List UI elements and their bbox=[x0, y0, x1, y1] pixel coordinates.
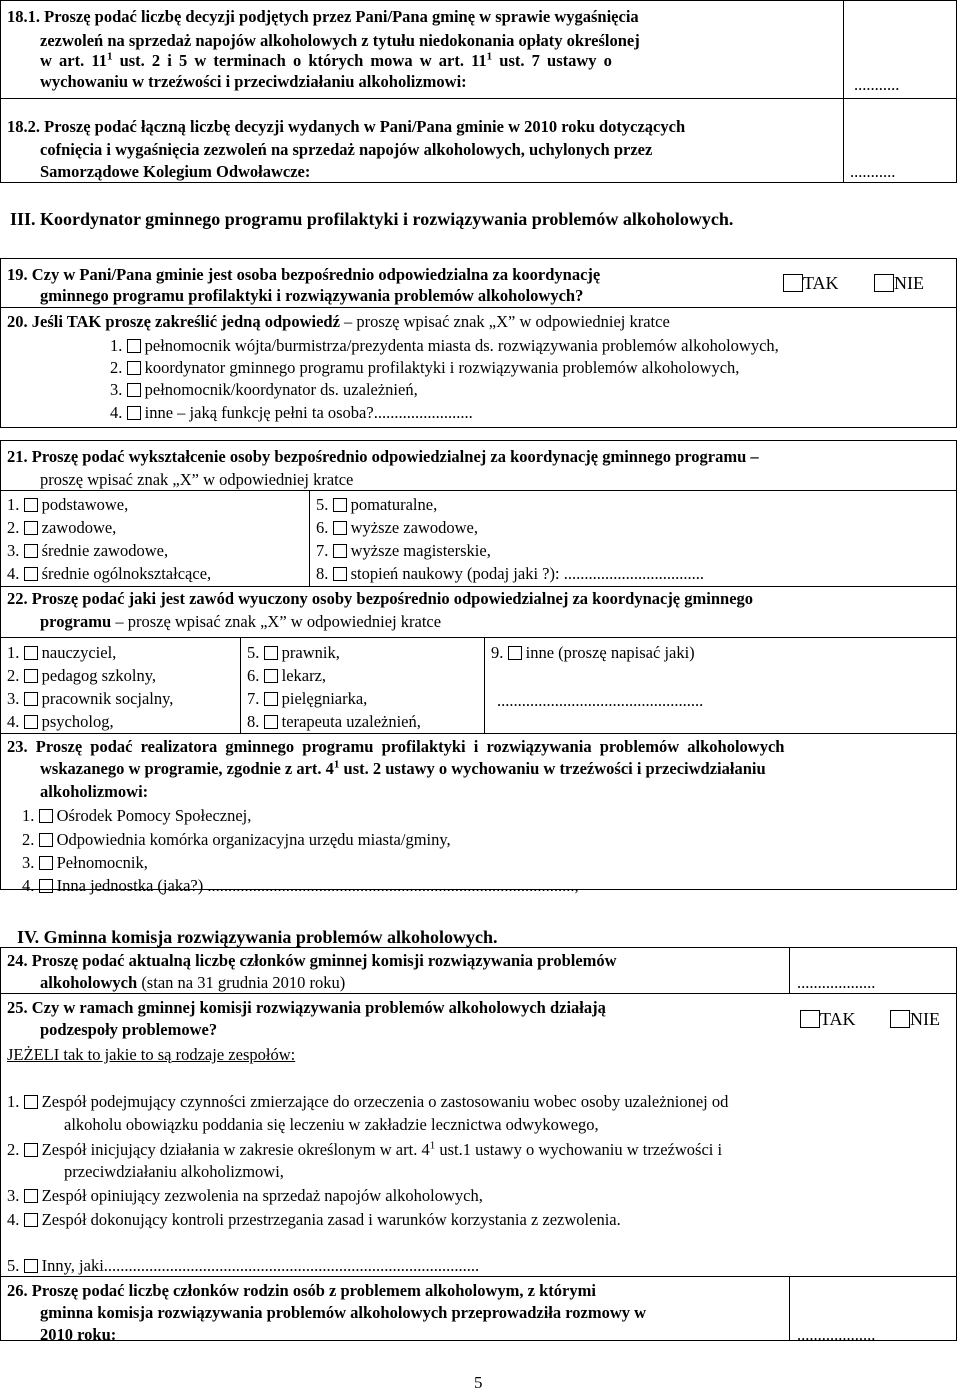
checkbox[interactable] bbox=[24, 646, 38, 660]
q20-option-1[interactable]: 1. pełnomocnik wójta/burmistrza/prezydenta miasta ds. rozwiązywania problemów alkoholowych, bbox=[110, 336, 779, 355]
q21-left-option-2[interactable]: 2. zawodowe, bbox=[7, 518, 117, 537]
q26-separator bbox=[0, 1276, 957, 1277]
q21-grid-bottom bbox=[0, 586, 957, 587]
q26-line1: 26. Proszę podać liczbę członków rodzin osób z problemem alkoholowym, z którymi bbox=[7, 1281, 596, 1300]
checkbox[interactable] bbox=[264, 646, 278, 660]
page-number: 5 bbox=[474, 1373, 483, 1392]
q18-2-answer[interactable]: ........... bbox=[850, 162, 896, 181]
checkbox[interactable] bbox=[24, 567, 38, 581]
q22-grid-top bbox=[0, 637, 957, 638]
checkbox[interactable] bbox=[24, 669, 38, 683]
q22-col1-option-1[interactable]: 1. nauczyciel, bbox=[7, 643, 117, 662]
q19-yes-option[interactable]: TAK bbox=[783, 273, 839, 294]
checkbox[interactable] bbox=[333, 498, 347, 512]
checkbox[interactable] bbox=[24, 544, 38, 558]
q22-grid-bottom bbox=[0, 733, 957, 734]
checkbox[interactable] bbox=[24, 1189, 38, 1203]
q21-right-option-7[interactable]: 7. wyższe magisterskie, bbox=[316, 541, 491, 560]
q25-no-checkbox[interactable] bbox=[890, 1010, 910, 1028]
q18-2-line2: cofnięcia i wygaśnięcia zezwoleń na sprzedaż napojów alkoholowych, uchylonych przez bbox=[40, 140, 653, 159]
checkbox[interactable] bbox=[264, 669, 278, 683]
checkbox[interactable] bbox=[127, 383, 141, 397]
checkbox[interactable] bbox=[39, 833, 53, 847]
q25-option-1[interactable]: 1. Zespół podejmujący czynności zmierzające do orzeczenia o zastosowaniu wobec osoby uzależnionej od bbox=[7, 1092, 729, 1111]
q22-col1-option-3[interactable]: 3. pracownik socjalny, bbox=[7, 689, 174, 708]
q24-line2: alkoholowych (stan na 31 grudnia 2010 roku) bbox=[40, 973, 346, 992]
q21-left-option-1[interactable]: 1. podstawowe, bbox=[7, 495, 129, 514]
q20-option-2[interactable]: 2. koordynator gminnego programu profilaktyki i rozwiązywania problemów alkoholowych, bbox=[110, 358, 740, 377]
q24-divider bbox=[789, 947, 790, 993]
q23-line1: 23. Proszę podać realizatora gminnego programu profilaktyki i rozwiązywania problemów alkoholowych bbox=[7, 737, 785, 756]
q23-line3: alkoholizmowi: bbox=[40, 782, 149, 801]
q18-separator bbox=[0, 98, 957, 99]
q22-col1-option-4[interactable]: 4. psycholog, bbox=[7, 712, 114, 731]
q25-yes-option[interactable]: TAK bbox=[800, 1009, 856, 1030]
q25-option-4[interactable]: 4. Zespół dokonujący kontroli przestrzegania zasad i warunków korzystania z zezwolenia. bbox=[7, 1210, 621, 1229]
q20-heading: 20. Jeśli TAK proszę zakreślić jedną odpowiedź – proszę wpisać znak „X” w odpowiedniej kratce bbox=[7, 312, 670, 331]
section-4-title: IV. Gminna komisja rozwiązywania problemów alkoholowych. bbox=[17, 927, 498, 947]
q22-col2-option-8[interactable]: 8. terapeuta uzależnień, bbox=[247, 712, 421, 731]
q20-option-3[interactable]: 3. pełnomocnik/koordynator ds. uzależnień, bbox=[110, 380, 418, 399]
q23-option-1[interactable]: 1. Ośrodek Pomocy Społecznej, bbox=[22, 806, 252, 825]
checkbox[interactable] bbox=[24, 521, 38, 535]
q22-grid-divider-1 bbox=[240, 637, 241, 733]
q23-option-4[interactable]: 4. Inna jednostka (jaka?) ........................................................................................., bbox=[22, 876, 579, 895]
q21-left-option-4[interactable]: 4. średnie ogólnokształcące, bbox=[7, 564, 212, 583]
checkbox[interactable] bbox=[24, 1095, 38, 1109]
q23-line2: wskazanego w programie, zgodnie z art. $4^1$ ust. 2 ustawy o wychowaniu w trzeźwości i przeciwdziałaniu bbox=[40, 758, 766, 778]
q22-grid-divider-2 bbox=[484, 637, 485, 733]
q25-option-1-cont: alkoholu obowiązku poddania się leczeniu w zakładzie lecznictwa odwykowego, bbox=[64, 1115, 599, 1134]
section-3-title: III. Koordynator gminnego programu profilaktyki i rozwiązywania problemów alkoholowych. bbox=[10, 209, 734, 229]
checkbox[interactable] bbox=[127, 406, 141, 420]
q18-1-line4: wychowaniu w trzeźwości i przeciwdziałaniu alkoholizmowi: bbox=[40, 72, 467, 91]
q21-right-option-6[interactable]: 6. wyższe zawodowe, bbox=[316, 518, 478, 537]
checkbox[interactable] bbox=[24, 1213, 38, 1227]
q18-1-line3: w art. $11^1$ ust. 2 i 5 w terminach o których mowa w art. $11^1$ ust. 7 ustawy o bbox=[40, 50, 612, 70]
q22-col1-option-2[interactable]: 2. pedagog szkolny, bbox=[7, 666, 157, 685]
q26-line3: 2010 roku: bbox=[40, 1325, 117, 1344]
q22-line1: 22. Proszę podać jaki jest zawód wyuczony osoby bezpośrednio odpowiedzialnej za koordynację gminnego bbox=[7, 589, 754, 608]
q19-yes-checkbox[interactable] bbox=[783, 274, 803, 292]
q19-separator bbox=[0, 307, 957, 308]
q22-col3-option-9[interactable]: 9. inne (proszę napisać jaki) bbox=[491, 643, 695, 662]
checkbox[interactable] bbox=[24, 692, 38, 706]
checkbox[interactable] bbox=[39, 856, 53, 870]
checkbox[interactable] bbox=[24, 498, 38, 512]
q25-line2: podzespoły problemowe? bbox=[40, 1020, 218, 1039]
q23-option-2[interactable]: 2. Odpowiednia komórka organizacyjna urzędu miasta/gminy, bbox=[22, 830, 451, 849]
q21-grid-top bbox=[0, 490, 957, 491]
checkbox[interactable] bbox=[264, 692, 278, 706]
q18-1-line2: zezwoleń na sprzedaż napojów alkoholowych z tytułu niedokonania opłaty określonej bbox=[40, 31, 640, 50]
checkbox[interactable] bbox=[264, 715, 278, 729]
q19-line1: 19. Czy w Pani/Pana gminie jest osoba bezpośrednio odpowiedzialna za koordynację bbox=[7, 265, 601, 284]
q22-col2-option-5[interactable]: 5. prawnik, bbox=[247, 643, 340, 662]
q25-option-2[interactable]: 2. Zespół inicjujący działania w zakresie określonym w art. $4^1$ ust.1 ustawy o wychowaniu w trzeźwości i bbox=[7, 1139, 723, 1159]
q24-separator bbox=[0, 993, 957, 994]
q21-right-option-5[interactable]: 5. pomaturalne, bbox=[316, 495, 438, 514]
q18-1-answer[interactable]: ........... bbox=[854, 75, 900, 94]
q18-1-line1: 18.1. Proszę podać liczbę decyzji podjętych przez Pani/Pana gminę w sprawie wygaśnięcia bbox=[7, 7, 639, 26]
q23-option-3[interactable]: 3. Pełnomocnik, bbox=[22, 853, 148, 872]
q20-option-4[interactable]: 4. inne – jaką funkcję pełni ta osoba?........................ bbox=[110, 403, 473, 422]
q25-option-3[interactable]: 3. Zespół opiniujący zezwolenia na sprzedaż napojów alkoholowych, bbox=[7, 1186, 483, 1205]
checkbox[interactable] bbox=[333, 521, 347, 535]
q26-line2: gminna komisja rozwiązywania problemów alkoholowych przeprowadziła rozmowy w bbox=[40, 1303, 647, 1322]
q25-option-2-cont: przeciwdziałaniu alkoholizmowi, bbox=[64, 1162, 284, 1181]
checkbox[interactable] bbox=[127, 339, 141, 353]
checkbox[interactable] bbox=[24, 715, 38, 729]
q21-right-option-8[interactable]: 8. stopień naukowy (podaj jaki ?): .................................. bbox=[316, 564, 704, 583]
q18-2-line3: Samorządowe Kolegium Odwoławcze: bbox=[40, 162, 311, 181]
q25-if-yes-label: JEŻELI tak to jakie to są rodzaje zespołów: bbox=[7, 1045, 296, 1064]
q19-no-checkbox[interactable] bbox=[874, 274, 894, 292]
checkbox[interactable] bbox=[39, 879, 53, 893]
q25-option-5[interactable]: 5. Inny, jaki........................................................................................... bbox=[7, 1256, 480, 1275]
q21-heading: 21. Proszę podać wykształcenie osoby bezpośrednio odpowiedzialnej za koordynację gminnego programu – bbox=[7, 447, 759, 466]
q25-no-option[interactable]: NIE bbox=[890, 1009, 940, 1030]
q21-answer[interactable]: .................................. bbox=[563, 564, 704, 583]
checkbox[interactable] bbox=[508, 646, 522, 660]
q21-instruction: proszę wpisać znak „X” w odpowiedniej kratce bbox=[40, 470, 354, 489]
checkbox[interactable] bbox=[24, 1259, 38, 1273]
q22-col3-answer[interactable]: .................................................. bbox=[497, 691, 704, 710]
checkbox[interactable] bbox=[127, 361, 141, 375]
q26-divider bbox=[789, 1276, 790, 1341]
q22-line2: programu – proszę wpisać znak „X” w odpowiedniej kratce bbox=[40, 612, 442, 631]
checkbox[interactable] bbox=[39, 809, 53, 823]
q22-col2-option-7[interactable]: 7. pielęgniarka, bbox=[247, 689, 368, 708]
q22-col2-option-6[interactable]: 6. lekarz, bbox=[247, 666, 327, 685]
q25-yes-checkbox[interactable] bbox=[800, 1010, 820, 1028]
q21-grid-divider bbox=[309, 490, 310, 586]
checkbox[interactable] bbox=[333, 544, 347, 558]
q18-divider bbox=[843, 0, 844, 183]
q18-2-line1: 18.2. Proszę podać łączną liczbę decyzji wydanych w Pani/Pana gminie w 2010 roku dotyczących bbox=[7, 117, 686, 136]
checkbox[interactable] bbox=[24, 1143, 38, 1157]
q21-left-option-3[interactable]: 3. średnie zawodowe, bbox=[7, 541, 169, 560]
q24-line1: 24. Proszę podać aktualną liczbę członków gminnej komisji rozwiązywania problemów bbox=[7, 951, 617, 970]
q26-answer[interactable]: ................... bbox=[797, 1325, 876, 1344]
q24-answer[interactable]: ................... bbox=[797, 973, 876, 992]
q19-line2: gminnego programu profilaktyki i rozwiązywania problemów alkoholowych? bbox=[40, 286, 584, 305]
q25-line1: 25. Czy w ramach gminnej komisji rozwiązywania problemów alkoholowych działają bbox=[7, 998, 606, 1017]
q19-no-option[interactable]: NIE bbox=[874, 273, 924, 294]
checkbox[interactable] bbox=[333, 567, 347, 581]
